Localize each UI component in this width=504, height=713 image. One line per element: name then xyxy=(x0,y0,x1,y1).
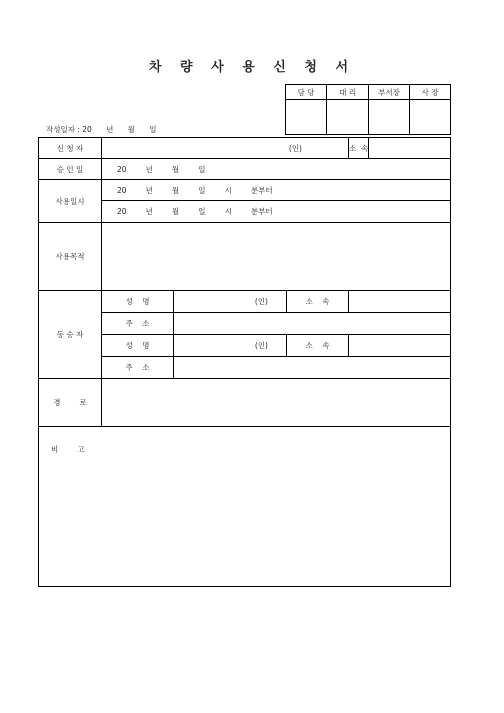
remarks-label: 비 고 xyxy=(51,445,85,454)
companions-label: 동 승 자 xyxy=(39,291,102,379)
companion-2-dept-label: 소 속 xyxy=(287,335,349,357)
approval-sign-staff[interactable] xyxy=(286,100,327,135)
applicant-dept-field[interactable] xyxy=(369,138,451,159)
usage-period-row-2[interactable]: 20 년 월 일 시 분부터 xyxy=(102,201,451,223)
approval-sign-assistant-manager[interactable] xyxy=(327,100,369,135)
approval-date-label: 승 인 일 xyxy=(39,159,102,180)
approval-sign-president[interactable] xyxy=(410,100,451,135)
companion-1-dept-label: 소 속 xyxy=(287,291,349,313)
companion-2-address-label: 주 소 xyxy=(102,357,174,379)
remarks-field[interactable] xyxy=(39,427,451,587)
vehicle-request-form xyxy=(38,137,451,587)
companion-2-name-field[interactable] xyxy=(174,335,287,357)
usage-period-label: 사용일시 xyxy=(39,180,102,223)
companion-1-address-field[interactable] xyxy=(174,313,451,335)
companion-1-dept-field[interactable] xyxy=(349,291,451,313)
companion-2-name-label: 성 명 xyxy=(102,335,174,357)
approval-signature-box xyxy=(285,84,451,135)
approval-header-department-head: 부서장 xyxy=(369,85,410,100)
usage-period-row-1[interactable]: 20 년 월 일 시 분부터 xyxy=(102,180,451,201)
companion-1-name-field[interactable] xyxy=(174,291,287,313)
companion-1-seal-mark: (인) xyxy=(254,297,268,306)
applicant-label: 신 청 자 xyxy=(39,138,102,159)
route-label: 경 로 xyxy=(39,379,102,427)
purpose-label: 사용목적 xyxy=(39,223,102,291)
applicant-seal-mark: (인) xyxy=(288,143,302,153)
applicant-name-field[interactable] xyxy=(102,138,349,159)
companion-2-seal-mark: (인) xyxy=(254,341,268,350)
approval-date-field[interactable]: 20 년 월 일 xyxy=(102,159,451,180)
purpose-field[interactable] xyxy=(102,223,451,291)
approval-header-staff: 담 당 xyxy=(286,85,327,100)
companion-2-dept-field[interactable] xyxy=(349,335,451,357)
companion-2-address-field[interactable] xyxy=(174,357,451,379)
route-field[interactable] xyxy=(102,379,451,427)
applicant-dept-label: 소 속 xyxy=(349,138,369,159)
document-title: 차 량 사 용 신 청 서 xyxy=(148,60,356,75)
date-written-line: 작성일자 : 20 년 월 일 xyxy=(46,125,157,134)
approval-header-president: 사 장 xyxy=(410,85,451,100)
approval-sign-department-head[interactable] xyxy=(369,100,410,135)
companion-1-name-label: 성 명 xyxy=(102,291,174,313)
approval-header-assistant-manager: 대 리 xyxy=(327,85,369,100)
companion-1-address-label: 주 소 xyxy=(102,313,174,335)
